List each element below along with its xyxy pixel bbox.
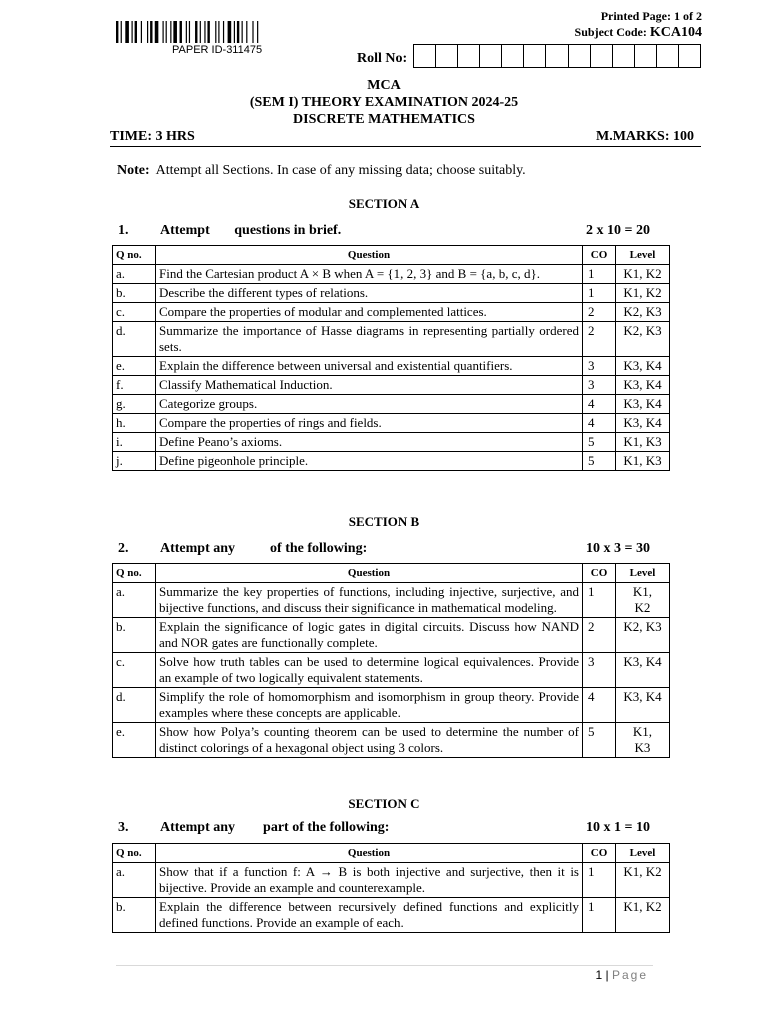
row-co: 1 xyxy=(583,863,616,898)
col-level: Level xyxy=(616,844,670,863)
roll-no-boxes[interactable] xyxy=(413,44,701,68)
section-a-title: SECTION A xyxy=(348,196,420,211)
section-c-number: 3. xyxy=(118,820,129,835)
subject-code-label: Subject Code: xyxy=(574,25,650,39)
row-question: Explain the significance of logic gates in digital circuits. Discuss how NAND and NOR gates are functionally complete. xyxy=(156,618,583,653)
row-level: K2, K3 xyxy=(616,618,670,653)
table-row xyxy=(113,452,670,471)
table-row xyxy=(113,618,670,653)
row-qno: g. xyxy=(113,395,156,414)
row-qno: d. xyxy=(113,322,156,357)
roll-digit-box[interactable] xyxy=(569,45,591,67)
section-a-table xyxy=(112,245,670,471)
table-header-row xyxy=(113,246,670,265)
row-qno: a. xyxy=(113,583,156,618)
row-question: Show how Polya’s counting theorem can be used to determine the number of distinct colorings of a hexagonal object using 3 colors. xyxy=(156,723,583,758)
col-co: CO xyxy=(583,246,616,265)
max-marks: M.MARKS: 100 xyxy=(596,129,694,144)
row-level: K2, K3 xyxy=(616,303,670,322)
table-row xyxy=(113,723,670,758)
row-co: 2 xyxy=(583,618,616,653)
row-question: Compare the properties of rings and fields. xyxy=(156,414,583,433)
section-b-number: 2. xyxy=(118,541,129,556)
table-row xyxy=(113,376,670,395)
section-a-number: 1. xyxy=(118,223,129,238)
table-row xyxy=(113,357,670,376)
section-a-instruction: Attempt questions in brief. xyxy=(160,223,342,238)
col-level: Level xyxy=(616,564,670,583)
col-question: Question xyxy=(156,246,583,265)
table-row xyxy=(113,265,670,284)
roll-digit-box[interactable] xyxy=(657,45,679,67)
row-question: Define pigeonhole principle. xyxy=(156,452,583,471)
col-level: Level xyxy=(616,246,670,265)
exam-time: TIME: 3 HRS xyxy=(110,129,195,144)
roll-digit-box[interactable] xyxy=(502,45,524,67)
roll-digit-box[interactable] xyxy=(591,45,613,67)
row-level: K3, K4 xyxy=(616,653,670,688)
page-footer xyxy=(595,968,648,982)
exam-title: (SEM I) THEORY EXAMINATION 2024-25 xyxy=(249,95,519,110)
row-co: 4 xyxy=(583,395,616,414)
page-number: 1 xyxy=(595,968,603,982)
section-a-marks: 2 x 10 = 20 xyxy=(586,223,650,238)
table-row xyxy=(113,583,670,618)
col-qno: Q no. xyxy=(113,844,156,863)
subject-code xyxy=(575,25,702,41)
row-question: Simplify the role of homomorphism and isomorphism in group theory. Provide examples where these concepts are applicable. xyxy=(156,688,583,723)
row-question: Categorize groups. xyxy=(156,395,583,414)
subject-title: DISCRETE MATHEMATICS xyxy=(293,112,475,127)
row-question: Summarize the importance of Hasse diagrams in representing partially ordered sets. xyxy=(156,322,583,357)
row-co: 1 xyxy=(583,898,616,933)
note xyxy=(117,163,526,179)
row-question: Summarize the key properties of functions, including injective, surjective, and bijective functions, and discuss their significance in mathematical modeling. xyxy=(156,583,583,618)
barcode xyxy=(116,21,326,43)
page-separator: | xyxy=(602,968,612,982)
section-c-marks: 10 x 1 = 10 xyxy=(586,820,650,835)
row-co: 3 xyxy=(583,376,616,395)
table-row xyxy=(113,322,670,357)
section-c-title: SECTION C xyxy=(348,796,420,811)
section-c-table xyxy=(112,843,670,933)
section-b-instruction: Attempt any of the following: xyxy=(160,541,368,556)
row-level: K1, K3 xyxy=(616,723,670,758)
row-level: K1, K3 xyxy=(616,433,670,452)
row-question: Find the Cartesian product A × B when A = {1, 2, 3} and B = {a, b, c, d}. xyxy=(156,265,583,284)
row-level: K3, K4 xyxy=(616,688,670,723)
row-qno: f. xyxy=(113,376,156,395)
col-qno: Q no. xyxy=(113,564,156,583)
table-row xyxy=(113,898,670,933)
row-question: Explain the difference between recursively defined functions and explicitly defined functions. Provide an example of each. xyxy=(156,898,583,933)
row-qno: b. xyxy=(113,618,156,653)
roll-digit-box[interactable] xyxy=(635,45,657,67)
row-question: Explain the difference between universal and existential quantifiers. xyxy=(156,357,583,376)
table-row xyxy=(113,284,670,303)
roll-digit-box[interactable] xyxy=(458,45,480,67)
row-qno: e. xyxy=(113,357,156,376)
table-row xyxy=(113,433,670,452)
row-question: Describe the different types of relations. xyxy=(156,284,583,303)
row-level: K1, K2 xyxy=(616,863,670,898)
table-row xyxy=(113,653,670,688)
row-question: Define Peano’s axioms. xyxy=(156,433,583,452)
table-header-row xyxy=(113,564,670,583)
note-label: Note: xyxy=(117,163,150,178)
roll-digit-box[interactable] xyxy=(613,45,635,67)
row-co: 5 xyxy=(583,723,616,758)
row-qno: d. xyxy=(113,688,156,723)
section-b-table xyxy=(112,563,670,758)
row-co: 4 xyxy=(583,688,616,723)
row-qno: b. xyxy=(113,284,156,303)
row-question: Classify Mathematical Induction. xyxy=(156,376,583,395)
row-qno: e. xyxy=(113,723,156,758)
row-co: 3 xyxy=(583,653,616,688)
section-b-title: SECTION B xyxy=(348,514,420,529)
row-question: Solve how truth tables can be used to determine logical equivalences. Provide an example of two logically equivalent statements. xyxy=(156,653,583,688)
row-qno: a. xyxy=(113,863,156,898)
printed-page: Printed Page: 1 of 2 xyxy=(600,9,702,23)
row-co: 4 xyxy=(583,414,616,433)
row-qno: b. xyxy=(113,898,156,933)
row-level: K3, K4 xyxy=(616,414,670,433)
col-co: CO xyxy=(583,844,616,863)
footer-divider xyxy=(116,965,653,966)
roll-digit-box[interactable] xyxy=(524,45,546,67)
col-question: Question xyxy=(156,564,583,583)
table-row xyxy=(113,688,670,723)
header-divider xyxy=(110,146,701,147)
col-co: CO xyxy=(583,564,616,583)
row-level: K1, K2 xyxy=(616,898,670,933)
table-row xyxy=(113,303,670,322)
roll-digit-box[interactable] xyxy=(436,45,458,67)
row-qno: i. xyxy=(113,433,156,452)
roll-no-label: Roll No: xyxy=(357,51,408,66)
row-level: K3, K4 xyxy=(616,395,670,414)
row-co: 1 xyxy=(583,284,616,303)
row-co: 5 xyxy=(583,452,616,471)
row-qno: j. xyxy=(113,452,156,471)
table-row xyxy=(113,863,670,898)
row-co: 2 xyxy=(583,303,616,322)
col-question: Question xyxy=(156,844,583,863)
row-level: K1, K2 xyxy=(616,265,670,284)
row-question: Show that if a function f: A → B is both injective and surjective, then it is bijective. Provide an example and counterexample. xyxy=(156,863,583,898)
note-text: Attempt all Sections. In case of any missing data; choose suitably. xyxy=(155,163,526,178)
page-word: Page xyxy=(611,968,648,982)
table-row xyxy=(113,395,670,414)
row-level: K1, K2 xyxy=(616,284,670,303)
roll-digit-box[interactable] xyxy=(546,45,568,67)
row-qno: c. xyxy=(113,303,156,322)
row-co: 5 xyxy=(583,433,616,452)
row-co: 2 xyxy=(583,322,616,357)
program-title: MCA xyxy=(367,78,401,93)
barcode-graphic xyxy=(116,21,326,43)
row-level: K1, K3 xyxy=(616,452,670,471)
section-c-instruction: Attempt any part of the following: xyxy=(160,820,390,835)
row-level: K2, K3 xyxy=(616,322,670,357)
row-co: 1 xyxy=(583,265,616,284)
table-header-row xyxy=(113,844,670,863)
subject-code-value: KCA104 xyxy=(649,25,702,40)
row-level: K1, K2 xyxy=(616,583,670,618)
row-co: 3 xyxy=(583,357,616,376)
row-level: K3, K4 xyxy=(616,357,670,376)
row-question: Compare the properties of modular and complemented lattices. xyxy=(156,303,583,322)
paper-id: PAPER ID-311475 xyxy=(172,44,263,56)
row-co: 1 xyxy=(583,583,616,618)
col-qno: Q no. xyxy=(113,246,156,265)
row-qno: h. xyxy=(113,414,156,433)
roll-digit-box[interactable] xyxy=(414,45,436,67)
roll-digit-box[interactable] xyxy=(679,45,700,67)
row-qno: c. xyxy=(113,653,156,688)
row-qno: a. xyxy=(113,265,156,284)
section-b-marks: 10 x 3 = 30 xyxy=(586,541,650,556)
table-row xyxy=(113,414,670,433)
row-level: K3, K4 xyxy=(616,376,670,395)
roll-digit-box[interactable] xyxy=(480,45,502,67)
